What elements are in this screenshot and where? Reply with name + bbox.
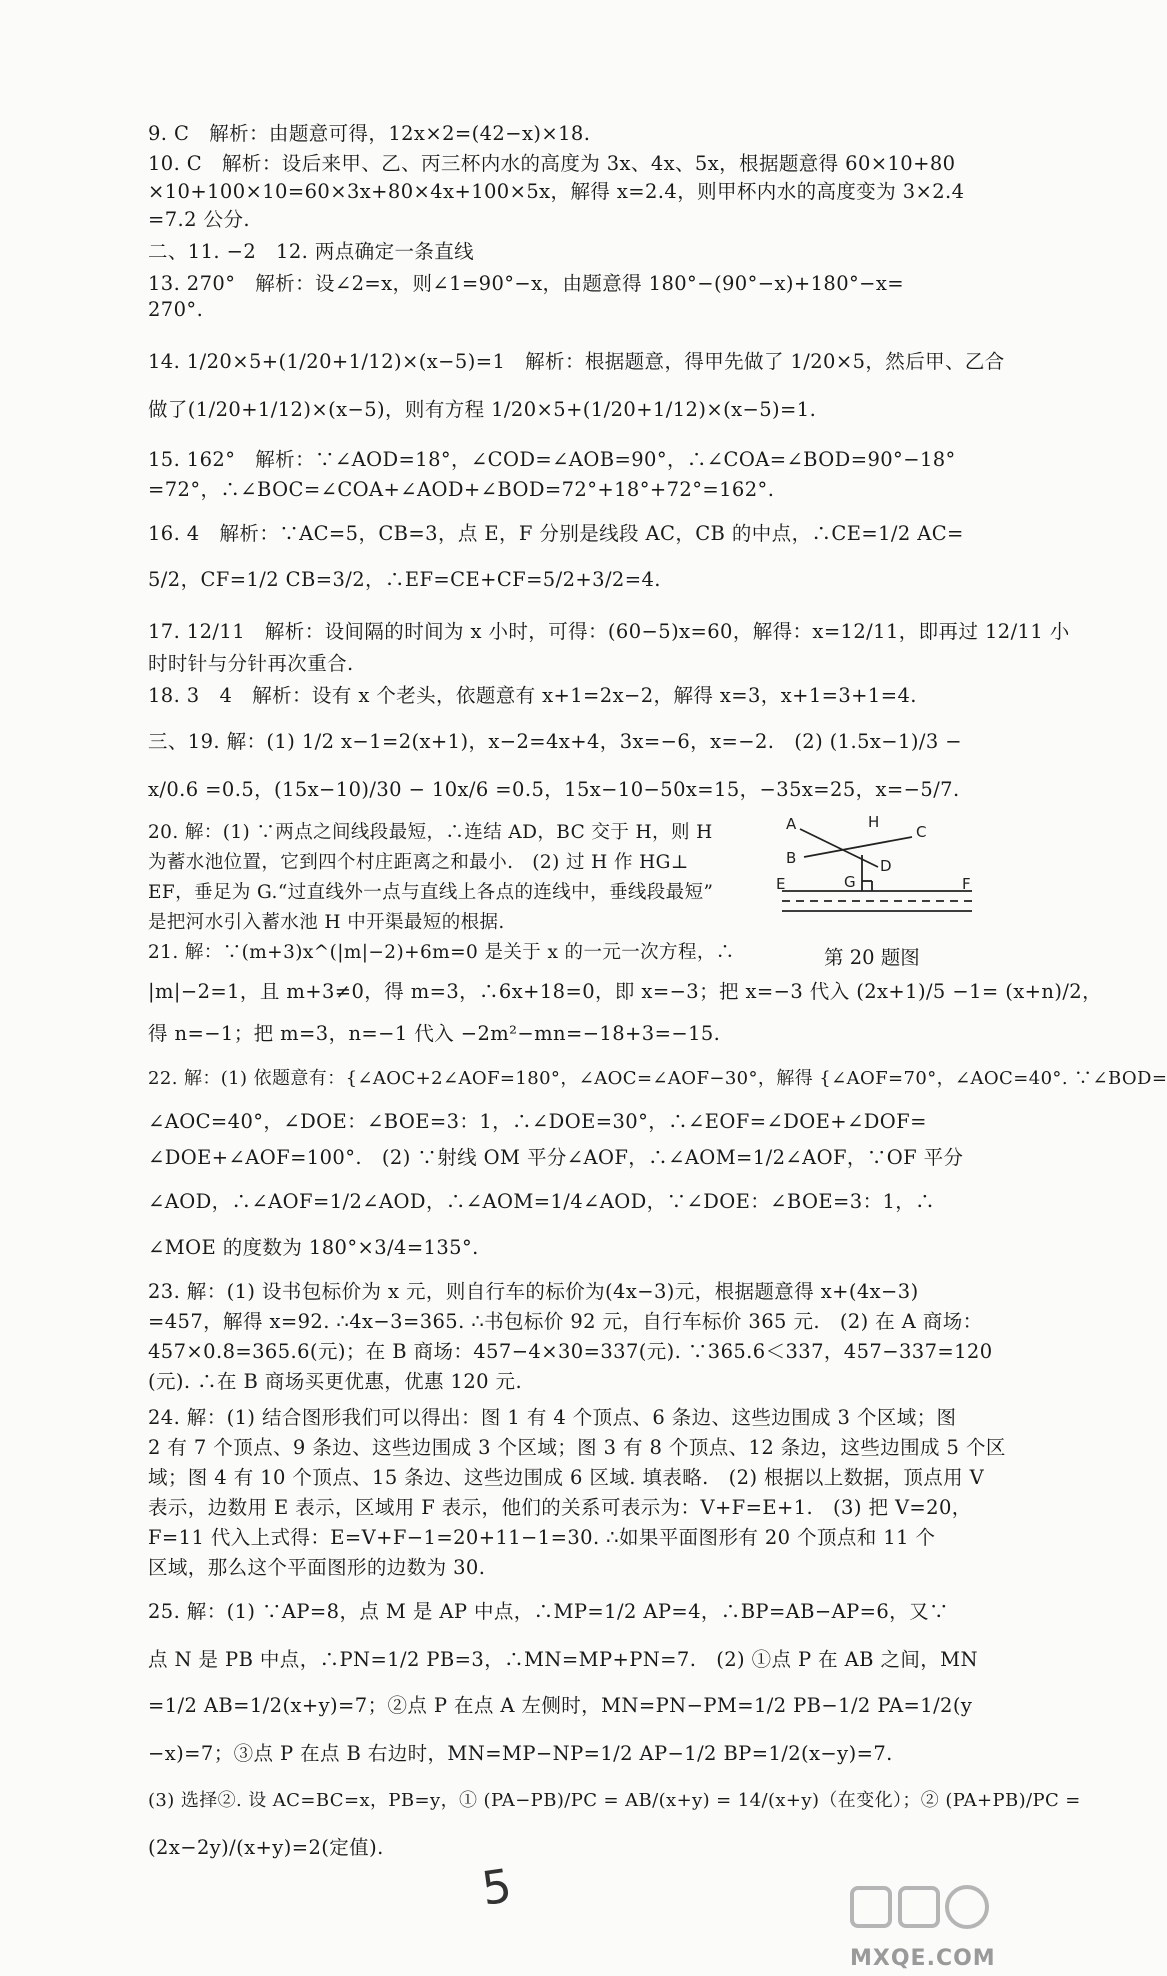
answer-line: 9. C 解析：由题意可得，12x×2=(42−x)×18. [148,122,591,145]
answer-line: 区域，那么这个平面图形的边数为 30. [148,1556,486,1579]
point-label: A [786,815,797,833]
answer-line: 17. 12/11 解析：设间隔的时间为 x 小时，可得：(60−5)x=60，解得：x=12/11，即再过 12/11 小 [148,620,1070,643]
figure-20-diagram [776,795,976,935]
answer-line: ∠DOE+∠AOF=100°. (2) ∵射线 OM 平分∠AOF，∴∠AOM=1/2∠AOF，∵OF 平分 [148,1146,964,1169]
answer-line: 18. 3 4 解析：设有 x 个老头，依题意有 x+1=2x−2，解得 x=3，x+1=3+1=4. [148,684,917,707]
answer-line: 457×0.8=365.6(元)；在 B 商场：457−4×30=337(元). ∵365.6＜337，457−337=120 [148,1340,993,1363]
answer-line: (2x−2y)/(x+y)=2(定值). [148,1836,384,1859]
answer-line: 2 有 7 个顶点、9 条边、这些边围成 3 个区域；图 3 有 8 个顶点、12 条边，这些边围成 5 个区 [148,1436,1006,1459]
answer-line: 点 N 是 PB 中点，∴PN=1/2 PB=3，∴MN=MP+PN=7. (2) ①点 P 在 AB 之间，MN [148,1648,979,1671]
answer-line: 得 n=−1；把 m=3，n=−1 代入 −2m²−mn=−18+3=−15. [148,1022,721,1045]
answer-line: x/0.6 =0.5，(15x−10)/30 − 10x/6 =0.5，15x−10−50x=15，−35x=25，x=−5/7. [148,778,960,801]
answer-line: ×10+100×10=60×3x+80×4x+100×5x，解得 x=2.4，则甲杯内水的高度变为 3×2.4 [148,180,965,203]
answer-line: 13. 270° 解析：设∠2=x，则∠1=90°−x，由题意得 180°−(90°−x)+180°−x= [148,272,905,295]
point-label: C [916,823,927,841]
answer-line: 16. 4 解析：∵AC=5，CB=3，点 E，F 分别是线段 AC，CB 的中点，∴CE=1/2 AC= [148,522,964,545]
answer-line: 为蓄水池位置，它到四个村庄距离之和最小. (2) 过 H 作 HG⊥ [148,852,689,873]
answer-line: 270°. [148,298,204,321]
answer-line: =457，解得 x=92. ∴4x−3=365. ∴书包标价 92 元，自行车标价 365 元. (2) 在 A 商场： [148,1310,983,1333]
page-number: 5 [478,1858,515,1916]
answer-line: 做了(1/20+1/12)×(x−5)，则有方程 1/20×5+(1/20+1/12)×(x−5)=1. [148,398,817,421]
answer-line: 25. 解：(1) ∵AP=8，点 M 是 AP 中点，∴MP=1/2 AP=4，∴BP=AB−AP=6，又∵ [148,1600,949,1623]
point-label: D [880,857,892,875]
answer-line: 21. 解：∵(m+3)x^(|m|−2)+6m=0 是关于 x 的一元一次方程，∴ [148,942,735,963]
answer-line: 二、11. −2 12. 两点确定一条直线 [148,240,475,263]
answer-line: EF，垂足为 G.“过直线外一点与直线上各点的连线中，垂线段最短” [148,882,714,903]
answer-line: ∠AOC=40°，∠DOE：∠BOE=3：1，∴∠DOE=30°，∴∠EOF=∠DOE+∠DOF= [148,1110,927,1133]
answer-line: 时时针与分针再次重合. [148,652,354,675]
point-label: H [868,813,880,831]
answer-line: (3) 选择②. 设 AC=BC=x，PB=y，① (PA−PB)/PC = AB/(x+y) = 14/(x+y)（在变化）；② (PA+PB)/PC = [148,1790,1081,1811]
answer-line: F=11 代入上式得：E=V+F−1=20+11−1=30. ∴如果平面图形有 20 个顶点和 11 个 [148,1526,936,1549]
answer-line: −x)=7；③点 P 在点 B 右边时，MN=MP−NP=1/2 AP−1/2 BP=1/2(x−y)=7. [148,1742,893,1765]
answer-line: |m|−2=1，且 m+3≠0，得 m=3，∴6x+18=0，即 x=−3；把 x=−3 代入 (2x+1)/5 −1= (x+n)/2， [148,980,1103,1003]
answer-line: =1/2 AB=1/2(x+y)=7；②点 P 在点 A 左侧时，MN=PN−PM=1/2 PB−1/2 PA=1/2(y [148,1694,973,1717]
point-label: B [786,849,797,867]
answer-line: =72°，∴∠BOC=∠COA+∠AOD+∠BOD=72°+18°+72°=162°. [148,478,775,501]
answer-line: 22. 解：(1) 依题意有：{∠AOC+2∠AOF=180°，∠AOC=∠AOF−30°，解得 {∠AOF=70°，∠AOC=40°. ∵∠BOD= [148,1068,1167,1089]
point-label: G [844,873,856,891]
watermark-text: MXQE.COM [850,1946,996,1971]
answer-line: 5/2，CF=1/2 CB=3/2，∴EF=CE+CF=5/2+3/2=4. [148,568,661,591]
answer-line: 三、19. 解：(1) 1/2 x−1=2(x+1)，x−2=4x+4，3x=−6，x=−2. (2) (1.5x−1)/3 − [148,730,962,753]
point-label: E [776,875,786,893]
answer-line: ∠MOE 的度数为 180°×3/4=135°. [148,1236,479,1259]
answer-line: 23. 解：(1) 设书包标价为 x 元，则自行车的标价为(4x−3)元，根据题意得 x+(4x−3) [148,1280,919,1303]
answer-line: =7.2 公分. [148,208,250,231]
answer-line: 域；图 4 有 10 个顶点、15 条边、这些边围成 6 区域. 填表略. (2) 根据以上数据，顶点用 V [148,1466,985,1489]
answer-line: ∠AOD，∴∠AOF=1/2∠AOD，∴∠AOM=1/4∠AOD，∵∠DOE：∠BOE=3：1，∴ [148,1190,936,1213]
answer-line: 15. 162° 解析：∵∠AOD=18°，∠COD=∠AOB=90°，∴∠COA=∠BOD=90°−18° [148,448,956,471]
point-label: F [962,875,971,893]
answer-line: 14. 1/20×5+(1/20+1/12)×(x−5)=1 解析：根据题意，得甲先做了 1/20×5，然后甲、乙合 [148,350,1005,373]
answer-line: 20. 解：(1) ∵两点之间线段最短，∴连结 AD，BC 交于 H，则 H [148,822,713,843]
answer-line: 24. 解：(1) 结合图形我们可以得出：图 1 有 4 个顶点、6 条边、这些边围成 3 个区域；图 [148,1406,957,1429]
answer-line: 10. C 解析：设后来甲、乙、丙三杯内水的高度为 3x、4x、5x，根据题意得 60×10+80 [148,152,956,175]
figure-caption: 第 20 题图 [824,946,920,969]
answer-line: 是把河水引入蓄水池 H 中开渠最短的根据. [148,912,505,933]
answer-line: (元). ∴在 B 商场买更优惠，优惠 120 元. [148,1370,523,1393]
answer-line: 表示，边数用 E 表示，区域用 F 表示，他们的关系可表示为：V+F=E+1. (3) 把 V=20， [148,1496,972,1519]
